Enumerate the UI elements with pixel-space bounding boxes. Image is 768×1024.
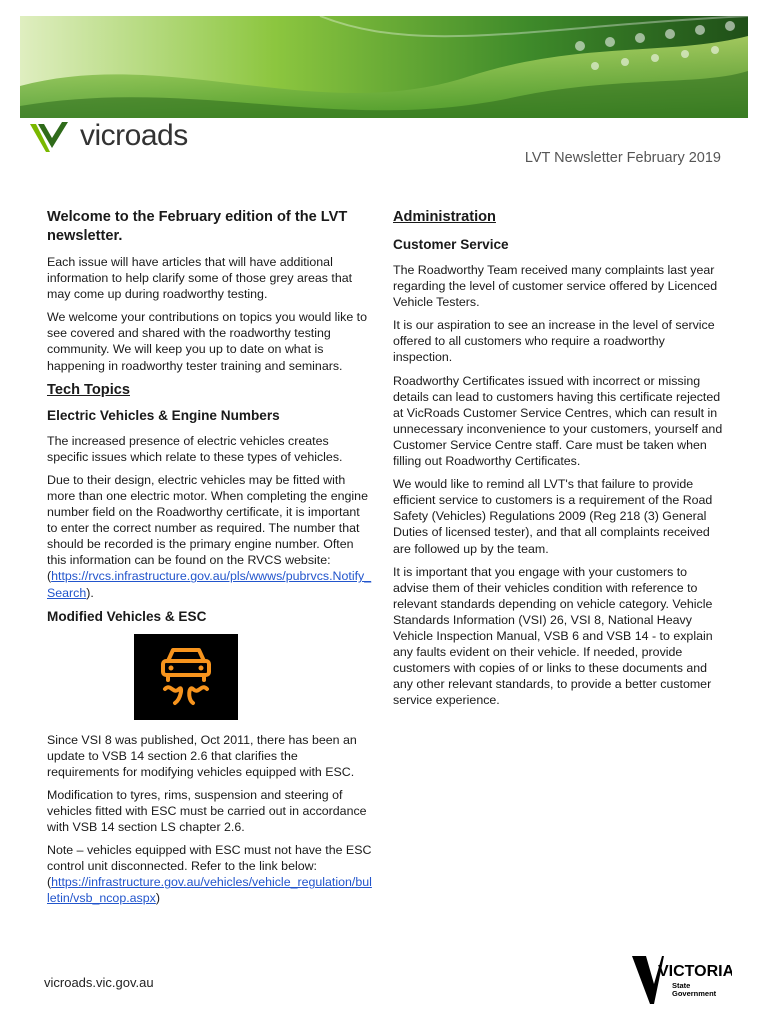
administration-heading: Administration: [393, 209, 496, 225]
esc-paragraph-3: [47, 842, 373, 906]
right-column: [393, 208, 723, 715]
cs-paragraph-4: We would like to remind all LVT's that failure to provide efficient service to customers is a requirement of the Road Safety (Vehicles) Regulations 2009 (Reg 218 (3) General Duties of licensed tester), and that all complaints received are followed up by the team.: [393, 477, 713, 556]
esc-car-icon: [151, 645, 221, 709]
footer-url: vicroads.vic.gov.au: [44, 975, 154, 990]
esc-warning-icon: [134, 634, 238, 720]
esc-paragraph-2: Modification to tyres, rims, suspension and steering of vehicles fitted with ESC must be carried out in accordance with VSB 14 section LS chapter 2.6.: [47, 787, 367, 835]
vicroads-logo-icon: [28, 118, 74, 154]
intro-paragraph-2: We welcome your contributions on topics you would like to see covered and shared with the roadworthy testing community. We will keep you up to date on what is happening in roadworthy tester training and seminars.: [47, 310, 368, 373]
esc-paragraph-1: Since VSI 8 was published, Oct 2011, there has been an update to VSB 14 section 2.6 that clarifies the requirements for modifying vehicles equipped with ESC.: [47, 732, 357, 779]
esc-link-open: (: [47, 875, 52, 890]
state-text: State: [672, 981, 691, 990]
cs-paragraph-5: It is important that you engage with your customers to advise them of their vehicles condition with reference to relevant standards depending on vehicle category. Vehicle Standards Information (VSI) 26, VSI 8, National Heavy Vehicle Inspection Manual, VSB 6 and VSB 14 - to explain any faults evident on their vehicle. If needed, provide customers with copies of or links to these documents and any other relevant standards, to provide a better customer service experience.: [393, 564, 713, 708]
ev-link-open: (: [47, 569, 52, 584]
tech-topics-heading: Tech Topics: [47, 381, 130, 398]
left-column: [47, 208, 373, 914]
vicroads-logo: [28, 116, 188, 156]
ev-paragraph-1: The increased presence of electric vehicles creates specific issues which relate to these types of vehicles.: [47, 433, 343, 464]
road-banner-graphic: [20, 16, 748, 118]
cs-paragraph-2: It is our aspiration to see an increase in the level of service offered to all customers who require a roadworthy inspection.: [393, 318, 715, 365]
government-text: Government: [672, 989, 717, 998]
welcome-heading: Welcome to the February edition of the LVT newsletter.: [47, 209, 348, 244]
victoria-logo-graphic: [632, 954, 732, 1006]
victoria-wordmark: VICTORIA: [658, 963, 732, 980]
intro-paragraph-1: Each issue will have articles that will have additional information to help clarify some of those grey areas that may come up during roadworthy testing.: [47, 255, 353, 302]
ev-paragraph-2: [47, 472, 373, 601]
customer-service-heading: Customer Service: [393, 237, 509, 252]
esc-link-close: ): [155, 891, 160, 906]
cs-paragraph-3: Roadworthy Certificates issued with incorrect or missing details can lead to customers having this certificate rejected at VicRoads Customer Service Centres, which can result in unnecessary inconvenience to your customers, yourself and Customer Service Centre staff. Care must be taken when filling out Roadworthy Certificates.: [393, 373, 723, 469]
ev-link-close: ).: [86, 585, 94, 600]
victoria-state-logo: [632, 954, 732, 1006]
esc-heading: Modified Vehicles & ESC: [47, 608, 207, 624]
rvcs-link[interactable]: https://rvcs.infrastructure.gov.au/pls/wwws/pubrvcs.Notify_Search: [47, 569, 372, 600]
esc-paragraph-3-text: Note – vehicles equipped with ESC must not have the ESC control unit disconnected. Refer to the link below:: [47, 843, 372, 874]
vsb-ncop-link[interactable]: https://infrastructure.gov.au/vehicles/vehicle_regulation/bulletin/vsb_ncop.aspx: [47, 875, 372, 906]
ev-heading: Electric Vehicles & Engine Numbers: [47, 407, 280, 423]
header-banner: [20, 16, 748, 118]
issue-title: LVT Newsletter February 2019: [524, 150, 721, 166]
ev-paragraph-2-text: Due to their design, electric vehicles may be fitted with more than one electric motor. When completing the engine number field on the Roadworthy certificate, it is important to enter the correct number as required. The number that should be recorded is the primary engine number. Often this information can be found on the RVCS website:: [47, 472, 368, 568]
cs-paragraph-1: The Roadworthy Team received many complaints last year regarding the level of customer service offered by Licenced Vehicle Testers.: [393, 263, 718, 310]
logo-text: vicroads: [80, 119, 188, 152]
